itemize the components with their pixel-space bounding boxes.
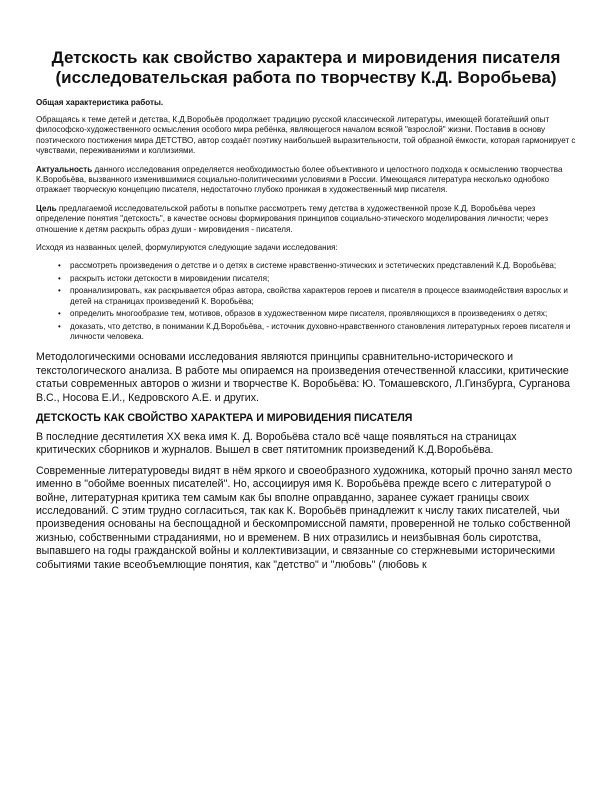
goal-label: Цель (36, 203, 57, 213)
methodology-paragraph: Методологическими основами исследования являются принципы сравнительно-исторического и текстологического анализа. В работе мы опираемся на произведения отечественной классики, критические статьи современных авторов о жизни и творчестве К. Воробьёва: Ю. Томашевского, Л.Гинзбурга, Сурганова В.С., Носова Е.И., Кедровского А.Е. и других. (36, 351, 571, 404)
bullet-icon: • (58, 286, 61, 296)
bullet-icon: • (58, 261, 61, 271)
relevance-label: Актуальность (36, 164, 93, 174)
task-item: • определить многообразие тем, мотивов, образов в художественном мире писателя, проявляющихся в произведениях о детях; (58, 309, 548, 319)
section-heading: ДЕТСКОСТЬ КАК СВОЙСТВО ХАРАКТЕРА И МИРОВИДЕНИЯ ПИСАТЕЛЯ (36, 411, 413, 424)
bullet-icon: • (58, 321, 61, 331)
bullet-icon: • (58, 309, 61, 319)
intro-paragraph: Обращаясь к теме детей и детства, К.Д.Воробьёв продолжает традицию русской классической литературы, имеющей богатейший опыт философско-художественного осмысления особого мира ребёнка, являющегося началом всякой "взрослой" жизни. Поставив в основу поэтического постижения мира ДЕТСТВО, автор создаёт поэтику наибольшей выразительности, той образной ёмкости, которая гармонирует с чувствами, переживаниями и коллизиями. (36, 115, 576, 156)
body-paragraph-2: Современные литературоведы видят в нём яркого и своеобразного художника, который прочно занял место именно в "обойме военных писателей". Но, ассоциируя имя К. Воробьёва прежде всего с литературой о войне, литературная критика тем самым как бы вполне оправданно, заранее сужает границы своих исследований. С этим трудно согласиться, так как К. Воробьёв принадлежит к числу таких писателей, чьи произведения основаны на беспощадной и бескомпромиссной памяти, проверенной не только собственной жизнью, собственными страданиями, но и временем. В них отразились и неизбывная боль сиротства, выпавшего на годы гражданской войны и коллективизации, и связанные со стержневыми историческими событиями такие всеобъемлющие понятия, как "детство" и "любовь" (любовь к (36, 464, 573, 571)
body-paragraph-1: В последние десятилетия XX века имя К. Д. Воробьёва стало всё чаще появляться на страницах критических сборников и журналов. Вышел в свет пятитомник произведений К.Д.Воробьёва. (36, 430, 517, 457)
task-item: • доказать, что детство, в понимании К.Д.Воробьёва, - источник духовно-нравственного становления литературных героев писателя и личности человека. (58, 321, 571, 341)
goal-text: предлагаемой исследовательской работы в попытке рассмотреть тему детства в художественной прозе К.Д. Воробьёва через определение понятия "детскость", в качестве основы формирования принципов социально-этического моделирования личности; через отношение к детям раскрыть образ души - мировидения - писателя. (36, 203, 549, 234)
relevance-text: данного исследования определяется необходимостью более объективного и целостного подхода к осмыслению творчества К.Воробьёва, вызванного изменившимися социально-политическими условиями в России. Имеющаяся литература несколько однобоко отражает творческую концепцию писателя, недостаточно глубоко проникая в художественный мир писателя. (36, 164, 563, 195)
goal-paragraph (36, 204, 576, 235)
general-heading: Общая характеристика работы. (36, 98, 164, 107)
task-item: • проанализировать, как раскрывается образ автора, свойства характеров героев и писателя в процессе взаимодействия взрослых и детей на страницах произведений К. Воробьёва; (58, 286, 568, 306)
tasks-list (36, 261, 576, 342)
tasks-intro: Исходя из названных целей, формулируются следующие задачи исследования: (36, 243, 338, 253)
task-item: • рассмотреть произведения о детстве и о детях в системе нравственно-этических и эстетических представлений К.Д. Воробьёва; (58, 261, 557, 271)
bullet-icon: • (58, 273, 61, 283)
task-item: • раскрыть истоки детскости в мировидении писателя; (58, 273, 270, 283)
relevance-paragraph (36, 165, 576, 196)
document-title: Детскость как свойство характера и мировидения писателя (исследовательская работа по творчеству К.Д. Воробьева) (51, 48, 561, 87)
